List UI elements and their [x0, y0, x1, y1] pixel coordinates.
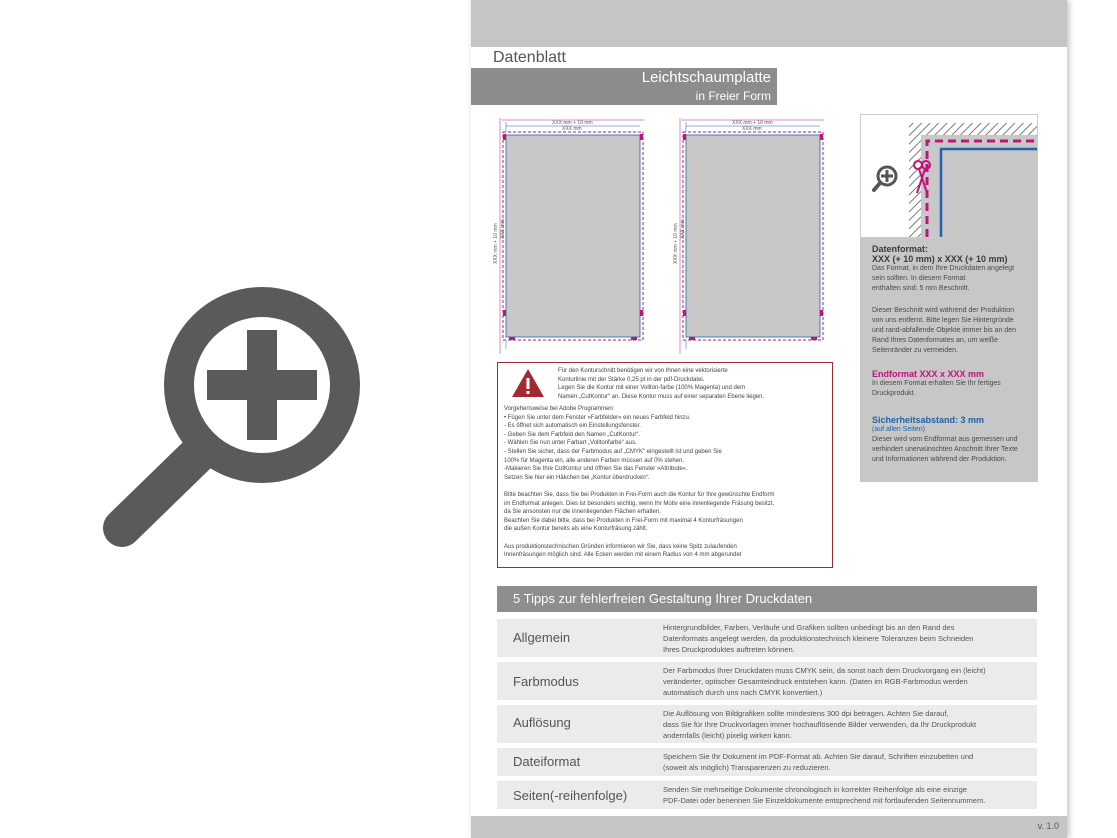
zoom-in-icon[interactable]: [92, 270, 367, 560]
warning-intro-line: Konturlinie mit der Stärke 0,25 pt in der pdf-Druckdatei.: [558, 376, 705, 383]
tip-line: Hintergrundbilder, Farben, Verläufe und Grafiken sollten unbedingt bis an den Rand des: [663, 623, 955, 632]
dim-side-inner: XXX mm: [500, 219, 506, 239]
title-bar: [471, 68, 777, 105]
warning-line: Innenfräsungen möglich sind. Alle Ecken werden mit einem Radius von 4 mm abgerundet: [504, 552, 742, 559]
warning-icon: [511, 368, 545, 398]
version-label: v. 1.0: [1037, 821, 1059, 831]
product-title: Leichtschaumplatte: [641, 69, 771, 86]
bleed-line: Dieser Beschnitt wird während der Produktion: [872, 307, 1015, 314]
warning-line: Vorgehensweise bei Adobe Programmen:: [504, 406, 615, 412]
warning-line: - Geben Sie dem Farbfeld den Namen „CutKontur“.: [504, 431, 641, 438]
final-line: Druckprodukt.: [872, 390, 916, 397]
tip-text: [663, 751, 1035, 773]
warning-box: [497, 362, 833, 568]
tip-line: veränderter, optischer Gesamteindruck entstehen kann. (Daten im RGB-Farbmodus werden: [663, 677, 968, 686]
tip-text: [663, 665, 1035, 698]
dim-top-inner-2: XXX mm: [742, 126, 762, 132]
tip-line: dass Sie für Ihre Druckvorlagen immer hochauflösende Bilder verwenden, da Ihr Druckprodukt: [663, 720, 977, 729]
dataformat-block: [872, 244, 1032, 294]
warning-line: Bitte beachten Sie, dass Sie bei Produkten in Frei-Form auch die Kontur für Ihre gewünschte Endform: [504, 491, 775, 498]
technical-drawings: [487, 114, 842, 362]
tip-line: Der Farbmodus Ihrer Druckdaten muss CMYK sein, da sonst nach dem Druckvorgang ein (leicht): [663, 666, 986, 675]
corner-detail-image: [860, 114, 1038, 238]
tip-line: PDF-Datei oder benennen Sie Einzeldokumente entsprechend mit fortlaufenden Seitennummern.: [663, 796, 986, 805]
dataformat-size: XXX (+ 10 mm) x XXX (+ 10 mm): [872, 254, 1008, 264]
warning-line: -Makieren Sie Ihre CutKontur und öffnen Sie das Fenster »Attribute«.: [504, 466, 688, 473]
dataformat-line: sein sollten. In diesem Format: [872, 275, 966, 282]
tip-line: Datenformats angelegt werden, da produktionstechnisch kleinere Toleranzen beim Schneiden: [663, 634, 974, 643]
dataformat-heading: Datenformat:: [872, 244, 929, 254]
product-subtitle: in Freier Form: [695, 89, 771, 103]
warning-intro-line: Legen Sie die Kontur mit einer Vollton-farbe (100% Magenta) und dem: [558, 385, 746, 392]
dataformat-line: enthalten sind: 5 mm Beschnitt.: [872, 285, 970, 292]
tip-row-dateiformat: [497, 748, 1037, 776]
warning-line: 100% für Magenta ein, alle anderen Farben müssen auf 0% stehen.: [504, 457, 685, 464]
tip-label: Allgemein: [513, 630, 571, 645]
warning-line: - Stellen Sie sicher, dass der Farbmodus auf „CMYK“ eingestellt ist und geben Sie: [504, 448, 722, 455]
tip-line: Speichern Sie Ihr Dokument im PDF-Format ab. Achten Sie darauf, Schriften einzubetten und: [663, 752, 974, 761]
tip-row-aufloesung: [497, 705, 1037, 743]
warning-line: Beachten Sie dabei bitte, dass bei Produkten in Frei-Form mit maximal 4 Konturfräsungen: [504, 517, 743, 524]
dim-side-outer: XXX mm + 10 mm: [493, 223, 499, 264]
spacer: [504, 534, 830, 543]
tips-header: 5 Tipps zur fehlerfreien Gestaltung Ihrer Druckdaten: [497, 586, 1037, 612]
tip-line: (soweit als möglich) Transparenzen zu reduzieren.: [663, 763, 831, 772]
tip-line: Ihres Druckproduktes auftreten können.: [663, 645, 795, 654]
warning-intro-line: Für den Konturschnitt benötigen wir von Ihnen eine vektorisierte: [558, 368, 728, 374]
warning-line: da Sie ansonsten nur die innenliegenden Flächen erhalten.: [504, 509, 661, 516]
tip-text: [663, 784, 1035, 806]
tip-line: andernfalls (leicht) pixelig wirken kann.: [663, 731, 792, 740]
dim-side-outer-2: XXX mm + 10 mm: [673, 223, 679, 264]
warning-line: im Endformat anlegen. Dies ist besonders wichtig, wenn Ihr Motiv eine innenliegende Fräsung besitzt,: [504, 500, 775, 507]
safety-line: Dieser wird vom Endformat aus gemessen und: [872, 436, 1018, 443]
tip-line: automatisch durch uns nach CMYK konvertiert.): [663, 688, 823, 697]
tip-label: Seiten(-reihenfolge): [513, 788, 628, 803]
info-column: [860, 114, 1038, 482]
bleed-line: Seitenränder zu vermeiden.: [872, 347, 958, 354]
dim-top-outer-2: XXX mm + 10 mm: [732, 120, 773, 126]
dim-side-inner-2: XXX mm: [680, 219, 686, 239]
final-format-heading: Endformat XXX x XXX mm: [872, 369, 985, 379]
tip-label: Farbmodus: [513, 674, 579, 689]
datasheet-page: [471, 0, 1067, 838]
bleed-block: [872, 306, 1032, 356]
warning-intro: [558, 367, 828, 401]
warning-line: Aus produktionstechnischen Gründen informieren wir Sie, dass keine Spitz zulaufenden: [504, 543, 737, 550]
safety-line: verhindert unerwünschten Anschnitt Ihrer Texte: [872, 446, 1018, 453]
final-line: In diesem Format erhalten Sie Ihr fertiges: [872, 380, 1001, 387]
warning-instructions: [504, 405, 830, 560]
bottom-band: [471, 816, 1067, 838]
bleed-line: von uns entfernt. Bitte legen Sie Hintergründe: [872, 317, 1014, 324]
safety-block: [872, 415, 1032, 465]
warning-line: Setzen Sie hier ein Häkchen bei „Kontur überdrucken“.: [504, 474, 650, 481]
safety-line: und Informationen während der Produktion.: [872, 456, 1007, 463]
warning-line: - Es öffnet sich automatisch ein Einstellungsfenster.: [504, 423, 641, 430]
safety-heading: Sicherheitsabstand: 3 mm: [872, 415, 985, 425]
bleed-line: Rand Ihres Datenformates an, um weiße: [872, 337, 999, 344]
warning-intro-line: Namen „CutKontur“ an. Diese Kontur muss auf einer separaten Ebene liegen.: [558, 393, 765, 400]
zoom-small-icon: [874, 167, 896, 190]
warning-line: • Fügen Sie unter dem Fenster »Farbfelder« ein neues Farbfeld hinzu.: [504, 414, 691, 421]
warning-line: - Wählen Sie nun unter Farbart „Volltonfarbe“ aus.: [504, 440, 637, 447]
tip-row-seiten: [497, 781, 1037, 809]
dim-top-inner: XXX mm: [562, 126, 582, 132]
tip-label: Dateiformat: [513, 754, 581, 769]
tip-label: Auflösung: [513, 715, 571, 730]
dim-top-outer: XXX mm + 10 mm: [552, 120, 593, 126]
tip-line: Senden Sie mehrseitige Dokumente chronologisch in korrekter Reihenfolge als eine einzige: [663, 785, 967, 794]
tab-datenblatt: Datenblatt: [471, 47, 591, 68]
tip-row-allgemein: [497, 619, 1037, 657]
tip-text: [663, 622, 1035, 655]
warning-line: die außen Kontur bereits als eine Konturfräsung zählt.: [504, 526, 648, 533]
final-format-block: [872, 369, 1032, 399]
tip-row-farbmodus: [497, 662, 1037, 700]
safety-sub: (auf allen Seiten): [872, 426, 925, 433]
tip-line: Die Auflösung von Bildgrafiken sollte mindestens 300 dpi betragen. Achten Sie darauf,: [663, 709, 949, 718]
spacer: [504, 482, 830, 491]
top-band: [471, 0, 1067, 47]
bleed-line: und rand-abfallende Objekte immer bis an den: [872, 327, 1016, 334]
tip-text: [663, 708, 1035, 741]
dataformat-line: Das Format, in dem Ihre Druckdaten angelegt: [872, 265, 1015, 272]
